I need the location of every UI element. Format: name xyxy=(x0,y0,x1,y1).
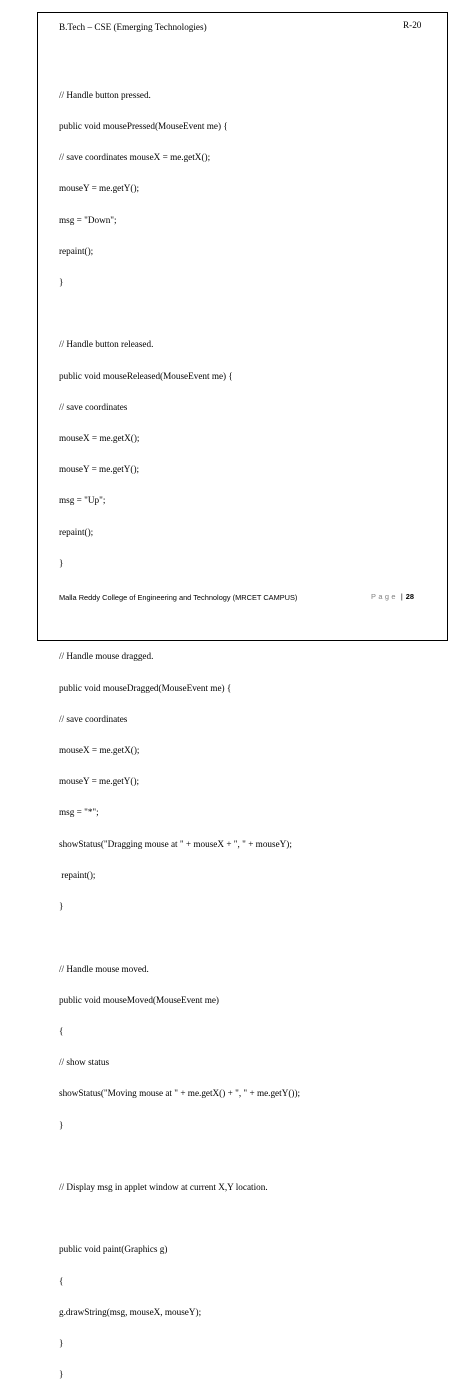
code-line: g.drawString(msg, mouseX, mouseY); xyxy=(59,1306,202,1317)
code-line: msg = "Up"; xyxy=(59,495,106,506)
code-line: { xyxy=(59,1025,64,1036)
code-line: repaint(); xyxy=(59,245,94,256)
code-line: public void paint(Graphics g) xyxy=(59,1244,168,1255)
code-line: } xyxy=(59,1119,64,1130)
header-title: B.Tech – CSE (Emerging Technologies) xyxy=(59,22,207,32)
code-line: public void mouseMoved(MouseEvent me) xyxy=(59,994,219,1005)
code-line: repaint(); xyxy=(59,526,94,537)
code-line: // save coordinates xyxy=(59,401,128,412)
code-line: public void mouseReleased(MouseEvent me) { xyxy=(59,370,233,381)
code-line: // Handle button pressed. xyxy=(59,89,151,100)
code-line: // Display msg in applet window at current X,Y location. xyxy=(59,1181,268,1192)
code-line: // Handle mouse dragged. xyxy=(59,651,154,662)
code-line: repaint(); xyxy=(59,869,96,880)
code-line: } xyxy=(59,557,64,568)
code-block xyxy=(59,69,300,1390)
header-regulation: R-20 xyxy=(403,20,422,30)
code-line: mouseX = me.getX(); xyxy=(59,433,140,444)
code-line xyxy=(59,1213,300,1223)
code-line: mouseY = me.getY(); xyxy=(59,464,140,475)
code-line: // show status xyxy=(59,1057,110,1068)
code-line: public void mouseDragged(MouseEvent me) { xyxy=(59,682,232,693)
code-line: mouseX = me.getX(); xyxy=(59,745,140,756)
code-line xyxy=(59,308,300,318)
code-line: // Handle button released. xyxy=(59,339,154,350)
code-line: } xyxy=(59,277,64,288)
code-line: mouseY = me.getY(); xyxy=(59,776,140,787)
footer-college: Malla Reddy College of Engineering and Technology (MRCET CAMPUS) xyxy=(59,593,298,602)
code-line: } xyxy=(59,1369,64,1380)
code-line: public void mousePressed(MouseEvent me) { xyxy=(59,121,228,132)
code-line: msg = "Down"; xyxy=(59,214,117,225)
code-line: { xyxy=(59,1275,64,1286)
code-line: // Handle mouse moved. xyxy=(59,963,149,974)
footer-page xyxy=(371,592,414,601)
page-number: 28 xyxy=(405,592,415,601)
code-line: msg = "*"; xyxy=(59,807,99,818)
code-line xyxy=(59,620,300,630)
footer-separator: | xyxy=(400,592,403,601)
footer-page-label: Page xyxy=(371,592,398,601)
code-line: showStatus("Dragging mouse at " + mouseX + ", " + mouseY); xyxy=(59,838,292,849)
code-line: } xyxy=(59,901,64,912)
code-line: // save coordinates mouseX = me.getX(); xyxy=(59,152,211,163)
code-line xyxy=(59,932,300,942)
code-line xyxy=(59,1151,300,1161)
code-line: showStatus("Moving mouse at " + me.getX() + ", " + me.getY()); xyxy=(59,1088,301,1099)
code-line: } xyxy=(59,1337,64,1348)
code-line: // save coordinates xyxy=(59,713,128,724)
code-line: mouseY = me.getY(); xyxy=(59,183,140,194)
